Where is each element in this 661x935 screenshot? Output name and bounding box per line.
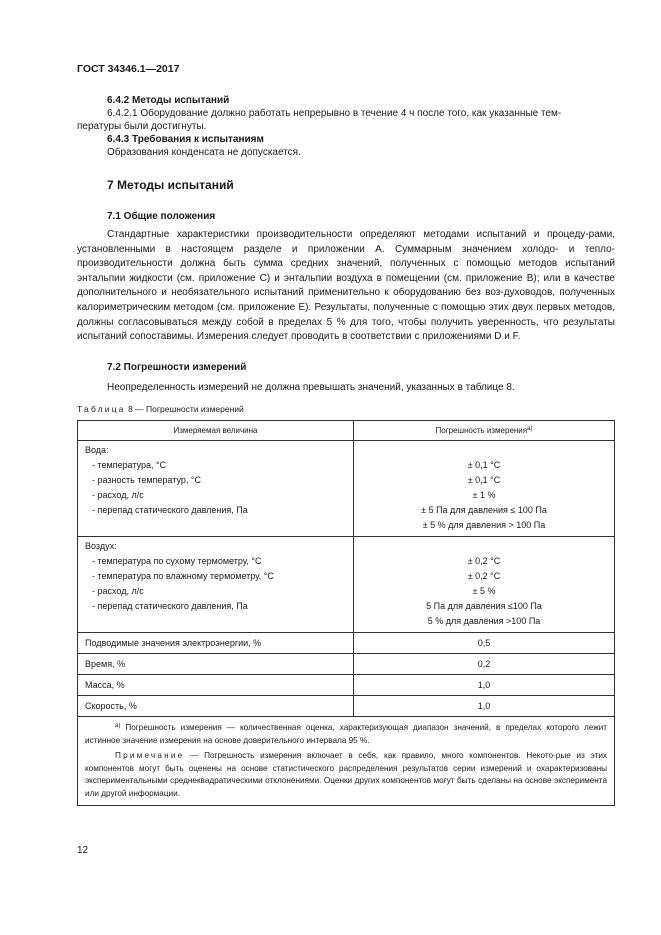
- water-item: - перепад статического давления, Па: [92, 505, 248, 515]
- water-value: ± 0,1 °С: [467, 475, 501, 485]
- water-value: ± 5 % для давления > 100 Па: [422, 520, 546, 530]
- table-row-water: [78, 441, 615, 537]
- water-value: ± 1 %: [472, 490, 496, 500]
- table-header-row: [78, 421, 615, 441]
- water-value: ± 0,1 °С: [467, 460, 501, 470]
- table-caption-text: 8 — Погрешности измерений: [125, 404, 244, 414]
- section-6-4-2-1-line1: 6.4.2.1 Оборудование должно работать непрерывно в течение 4 ч после того, как указанные тем-: [107, 108, 562, 119]
- row-label: Скорость, %: [78, 696, 354, 717]
- header-measured-quantity: Измеряемая величина: [78, 421, 354, 441]
- table-notes-row: [78, 717, 615, 806]
- air-value: ± 0,2 °С: [467, 571, 501, 581]
- air-item: - расход, л/с: [92, 586, 144, 596]
- air-heading: Воздух:: [85, 541, 117, 551]
- water-item: - разность температур, °С: [92, 475, 201, 485]
- section-6-4-2-1-line2: пературы были достигнуты.: [77, 121, 207, 132]
- table-caption-word: Таблица: [77, 404, 126, 414]
- page-number: 12: [77, 845, 89, 856]
- row-label: Время, %: [78, 654, 354, 675]
- water-item: - температура, °С: [92, 460, 167, 470]
- air-item: - температура по влажному термометру, °С: [92, 571, 274, 581]
- row-value: 0,5: [354, 633, 615, 654]
- table-note: Примечание — Погрешность измерения включает в себя, как правило, много компонентов. Некото-рые из этих компонентов могут быть оценены на основе статистического распределения результатов серии измерений и охарактеризованы экспериментальными среднеквадратическими отклонениями. Оценки других компонентов могут быть сделаны на основе эксперимента или другой информации.: [85, 751, 607, 798]
- air-item: - перепад статического давления, Па: [92, 601, 248, 611]
- section-6-4-2-title: 6.4.2 Методы испытаний: [107, 95, 230, 106]
- row-label: Масса, %: [78, 675, 354, 696]
- water-value: ± 5 Па для давления ≤ 100 Па: [421, 505, 547, 515]
- section-7-2-text: Неопределенность измерений не должна превышать значений, указанных в таблице 8.: [107, 382, 515, 393]
- table-row: [78, 675, 615, 696]
- header-measurement-error: Погрешность измерения$^{а)}$: [354, 421, 615, 441]
- section-6-4-3-text: Образования конденсата не допускается.: [107, 147, 301, 158]
- section-7-2-title: 7.2 Погрешности измерений: [107, 362, 247, 373]
- row-value: 1,0: [354, 696, 615, 717]
- air-value: 5 % для давления >100 Па: [427, 616, 541, 626]
- section-6-4-3-title: 6.4.3 Требования к испытаниям: [107, 134, 264, 145]
- table-row-air: [78, 537, 615, 633]
- section-7-1-title: 7.1 Общие положения: [107, 211, 216, 222]
- measurement-error-table: [77, 420, 615, 806]
- section-7-1-paragraph: Стандартные характеристики производительности определяют методами испытаний и процеду-рами, установленными в настоящем разделе и приложении А. Суммарным значением холодо- и тепло-производительности должна быть сумма средних значений, полученных с помощью методов испытаний энтальпии жидкости (см. приложение С) и энтальпии воздуха в помещении (см. приложение В); или в качестве дополнительного и необязательного испытаний применительно к оборудованию без воз-духоводов, полученных калориметрическим методом (см. приложение Е). Результаты, полученные с помощью этих двух первых методов, должны согласовываться между собой в пределах 5 % для того, чтобы получить уверенность, что результаты испытаний сопоставимы. Измерения следует проводить в соответствии с приложениями D и F.: [77, 229, 615, 343]
- air-item: - температура по сухому термометру, °С: [92, 556, 262, 566]
- table-caption: [77, 404, 244, 414]
- document-header: ГОСТ 34346.1—2017: [77, 63, 180, 75]
- table-row: [78, 654, 615, 675]
- water-item: - расход, л/с: [92, 490, 144, 500]
- air-value: ± 5 %: [472, 586, 496, 596]
- footnote-ref: а): [527, 426, 533, 432]
- table-row: [78, 633, 615, 654]
- air-value: ± 0,2 °С: [467, 556, 501, 566]
- table-row: [78, 696, 615, 717]
- water-heading: Вода:: [85, 445, 109, 455]
- section-7-title: 7 Методы испытаний: [107, 178, 234, 192]
- row-value: 1,0: [354, 675, 615, 696]
- row-value: 0,2: [354, 654, 615, 675]
- row-label: Подводимые значения электроэнергии, %: [78, 633, 354, 654]
- table-footnote: $^{а)}$ Погрешность измерения — количественная оценка, характеризующая диапазон значений, в пределах которого лежит истинное значение измерения на основе доверительного интервала 95 %.: [85, 723, 607, 745]
- air-value: 5 Па для давления ≤100 Па: [426, 601, 542, 611]
